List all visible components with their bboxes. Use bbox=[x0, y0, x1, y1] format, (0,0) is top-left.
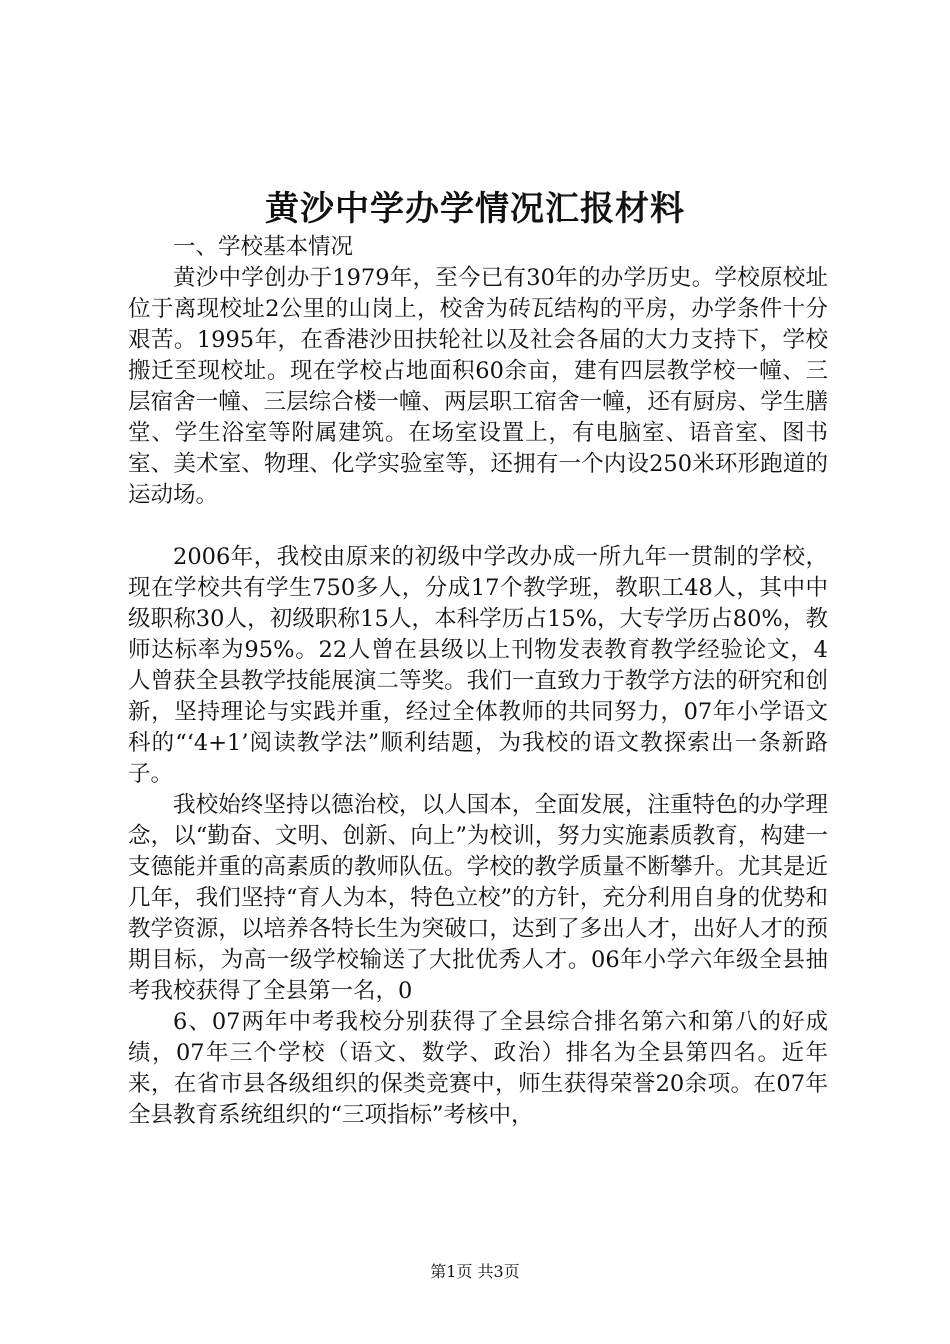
paragraph-school-philosophy: 我校始终坚持以德治校，以人国本，全面发展，注重特色的办学理念，以“勤奋、文明、创新、向上”为校训，努力实施素质教育，构建一支德能并重的高素质的教师队伍。学校的教学质量不断攀升。尤其是近几年，我们坚持“育人为本，特色立校”的方针，充分利用自身的优势和教学资源，以培养各特长生为突破口，达到了多出人才，出好人才的预期目标，为高一级学校输送了大批优秀人才。06年小学六年级全县抽考我校获得了全县第一名，0 bbox=[128, 792, 828, 1004]
document-body bbox=[128, 232, 828, 1131]
section-heading: 一、学校基本情况 bbox=[173, 234, 354, 260]
page-footer: 第1页 共3页 bbox=[430, 1262, 520, 1281]
paragraph-school-achievements: 6、07两年中考我校分别获得了全县综合排名第六和第八的好成绩，07年三个学校（语文、数学、政治）排名为全县第四名。近年来，在省市县各级组织的保类竞赛中，师生获得荣誉20余项。在07年全县教育系统组织的“三项指标”考核中， bbox=[128, 1009, 828, 1128]
document-title: 黄沙中学办学情况汇报材料 bbox=[265, 189, 685, 229]
paragraph-school-history: 黄沙中学创办于1979年，至今已有30年的办学历史。学校原校址位于离现校址2公里的山岗上，校舍为砖瓦结构的平房，办学条件十分艰苦。1995年，在香港沙田扶轮社以及社会各届的大力支持下，学校搬迁至现校址。现在学校占地面积60余亩，建有四层教学校一幢、三层宿舍一幢、三层综合楼一幢、两层职工宿舍一幢，还有厨房、学生膳堂、学生浴室等附属建筑。在场室设置上，有电脑室、语音室、图书室、美术室、物理、化学实验室等，还拥有一个内设250米环形跑道的运动场。 bbox=[128, 265, 828, 508]
paragraph-school-staff: 2006年，我校由原来的初级中学改办成一所九年一贯制的学校，现在学校共有学生750多人，分成17个教学班，教职工48人，其中中级职称30人，初级职称15人，本科学历占15%，大专学历占80%，教师达标率为95%。22人曾在县级以上刊物发表教育教学经验论文，4人曾获全县教学技能展演二等奖。我们一直致力于教学方法的研究和创新，坚持理论与实践并重，经过全体教师的共同努力，07年小学语文科的“‘4+1’阅读教学法”顺利结题，为我校的语文教探索出一条新路子。 bbox=[128, 544, 828, 787]
